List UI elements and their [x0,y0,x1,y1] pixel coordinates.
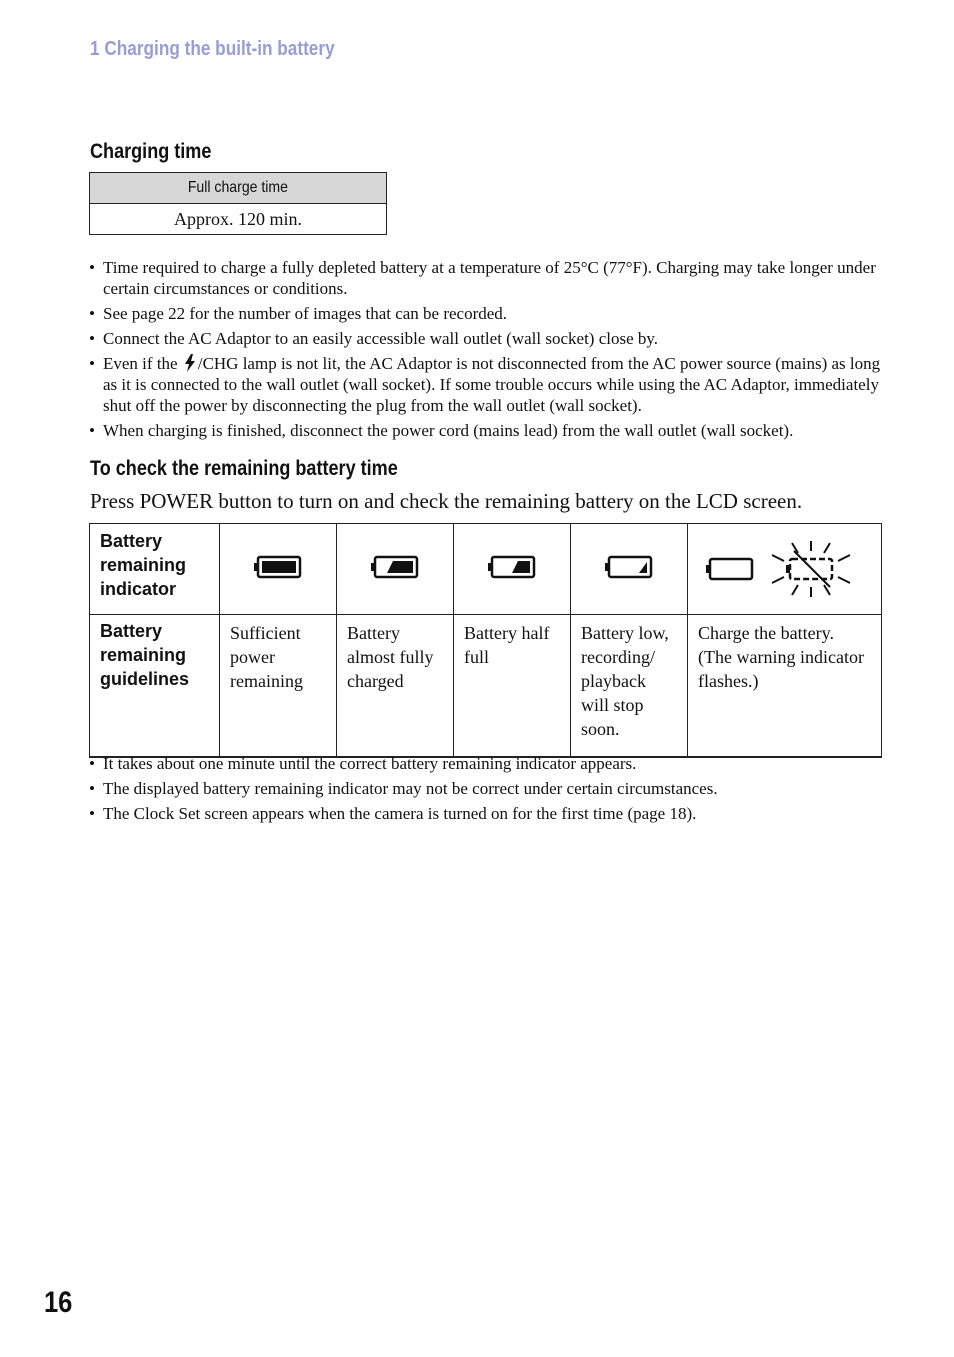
list-item: • Time required to charge a fully depleted battery at a temperature of 25°C (77°F). Charging may take longer under certain circumstances or conditions. [89,257,889,299]
charging-time-heading: Charging time [90,140,212,163]
guideline-cell: Charge the battery. (The warning indicator flashes.) [688,615,882,758]
flash-bolt-icon [184,354,196,372]
guideline-cell: Battery almost fully charged [337,615,454,758]
battery-full-icon [254,555,302,579]
list-item: • Even if the /CHG lamp is not lit, the AC Adaptor is not disconnected from the AC power source (mains) as long as it is connected to the wall outlet (wall socket). If some trouble occurs while using the AC Adaptor, immediately shut off the power by disconnecting the plug from the wall outlet (wall socket). [89,353,889,416]
battery-empty-warning-icon [704,539,864,599]
guideline-cell: Battery low, recording/ playback will stop soon. [571,615,688,758]
list-item: • It takes about one minute until the correct battery remaining indicator appears. [89,753,889,774]
charging-notes-list [89,257,889,445]
charging-time-table [89,172,387,235]
table-header-cell: Full charge time [90,173,387,204]
remaining-notes-list [89,753,889,828]
guideline-cell: Battery half full [454,615,571,758]
list-item: • The displayed battery remaining indicator may not be correct under certain circumstances. [89,778,889,799]
battery-almost-full-icon [371,555,419,579]
page-number: 16 [44,1286,73,1319]
row-label-indicator: Battery remaining indicator [90,524,220,615]
remaining-intro-text: Press POWER button to turn on and check the remaining battery on the LCD screen. [90,489,803,513]
battery-low-icon [605,555,653,579]
list-item: • Connect the AC Adaptor to an easily accessible wall outlet (wall socket) close by. [89,328,889,349]
battery-indicator-table [89,523,882,758]
table-value-cell: Approx. 120 min. [90,204,387,235]
battery-half-icon [488,555,536,579]
list-item: • The Clock Set screen appears when the camera is turned on for the first time (page 18). [89,803,889,824]
list-item: • See page 22 for the number of images that can be recorded. [89,303,889,324]
guideline-cell: Sufficient power remaining [220,615,337,758]
row-label-guidelines: Battery remaining guidelines [90,615,220,758]
section-header: 1 Charging the built-in battery [90,38,335,60]
remaining-battery-heading: To check the remaining battery time [90,457,398,480]
list-item: • When charging is finished, disconnect the power cord (mains lead) from the wall outlet (wall socket). [89,420,889,441]
